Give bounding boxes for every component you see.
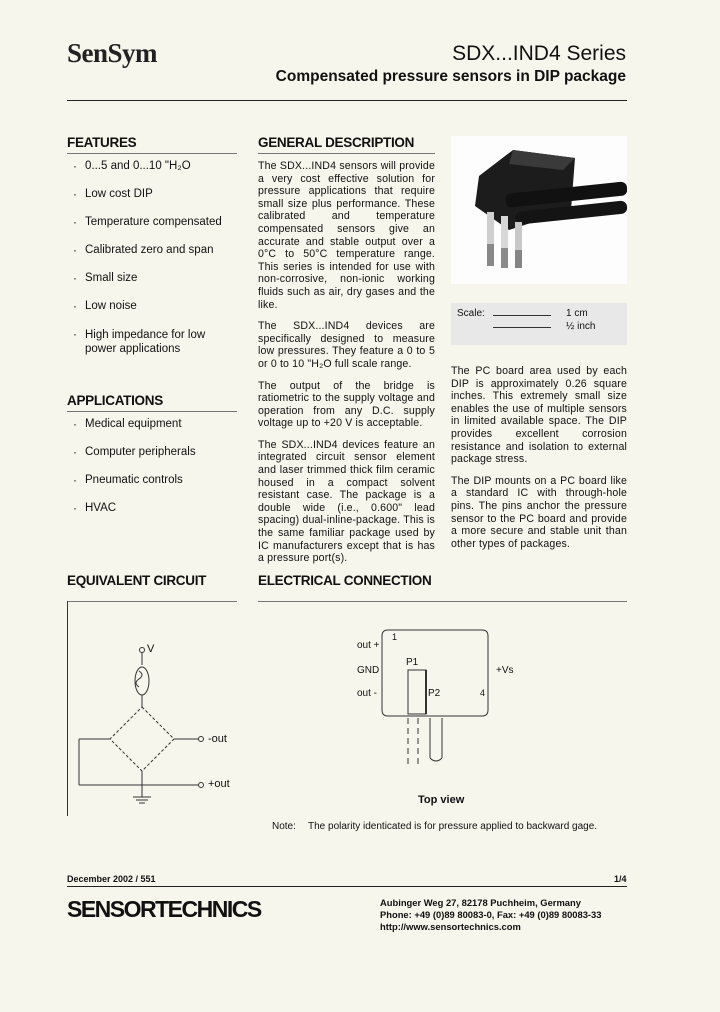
list-item: · Medical equipment — [67, 418, 247, 446]
paragraph: The SDX...IND4 sensors will provide a very cost effective solution for pressure applications that require small size plus performance. These calibrated and temperature compensated sensors give an accurate and stable output over a 0°C to 50°C temperature range. This series is intended for use with non-corrosive, non-ionic working fluids such as air, dry gases and the like. — [258, 160, 435, 311]
company-phone: Phone: +49 (0)89 80083-0, Fax: +49 (0)89 80083-33 — [380, 909, 602, 920]
top-view-caption: Top view — [418, 794, 465, 806]
paragraph: The SDX...IND4 devices are specifically designed to measure low pressures. They feature a 0 to 5 or 0 to 10 "H₂O full scale range. — [258, 320, 435, 370]
general-description-title: GENERAL DESCRIPTION — [258, 135, 415, 150]
scale-bar-inch — [493, 327, 551, 328]
pin-label-vs: +Vs — [496, 665, 514, 676]
list-item: · Small size — [67, 272, 247, 300]
electrical-connection-title: ELECTRICAL CONNECTION — [258, 573, 432, 588]
electrical-connection-diagram — [370, 618, 550, 778]
list-item: · Low cost DIP — [67, 188, 247, 216]
scale-bar-cm — [493, 315, 551, 316]
company-address-block — [380, 897, 601, 933]
company-address: Aubinger Weg 27, 82178 Puchheim, Germany — [380, 897, 581, 908]
pin-label-out-minus: out - — [357, 688, 378, 699]
list-item: · 0...5 and 0...10 "H₂O — [67, 160, 247, 188]
paragraph: The PC board area used by each DIP is approximately 0.26 square inches. This extremely small size enables the use of multiple sensors in limited available space. The DIP provides excellent corrosion resistance and isolation to external package stress. — [451, 365, 627, 466]
port-label-p1: P1 — [406, 657, 419, 668]
sensor-image — [451, 136, 627, 284]
document-date: December 2002 / 551 — [67, 874, 156, 884]
pin-label-gnd: GND — [357, 665, 380, 676]
equivalent-circuit-title: EQUIVALENT CIRCUIT — [67, 573, 207, 588]
list-item: · Calibrated zero and span — [67, 244, 247, 272]
list-item: · Temperature compensated — [67, 216, 247, 244]
general-column-right — [451, 365, 627, 559]
pin-number-4: 4 — [480, 688, 486, 698]
paragraph: The DIP mounts on a PC board like a standard IC with through-hole pins. The pins anchor the pressure sensor to the PC board and provide a more secure and stable unit than other types of packages. — [451, 474, 627, 550]
general-column-left — [258, 160, 435, 574]
paragraph: The SDX...IND4 devices feature an integrated circuit sensor element and laser trimmed thick film ceramic housed in a compact solvent resistant case. The package is a double wide (i.e., 0.600" lead spacing) dual-inline-package. This is the same familiar package used by IC manufacturers except that is has a pressure port(s). — [258, 438, 435, 565]
circuit-label-plus-out: +out — [208, 778, 230, 790]
page-subtitle: Compensated pressure sensors in DIP package — [275, 68, 626, 85]
note-text: The polarity identicated is for pressure applied to backward gage. — [308, 821, 598, 832]
circuit-label-minus-out: -out — [208, 733, 227, 745]
scale-cm-label: 1 cm — [566, 308, 588, 319]
applications-rule — [67, 411, 237, 412]
paragraph: The output of the bridge is ratiometric to the supply voltage and operation from any D.C. supply voltage up to +20 V is acceptable. — [258, 379, 435, 430]
list-item: · Pneumatic controls — [67, 474, 247, 502]
series-title: SDX...IND4 Series — [452, 42, 626, 65]
header-rule — [67, 100, 627, 101]
footer-rule — [67, 886, 627, 887]
page-number: 1/4 — [614, 874, 627, 884]
features-title: FEATURES — [67, 135, 137, 150]
note-label: Note: — [272, 821, 296, 832]
scale-label: Scale: — [457, 308, 485, 319]
circuit-label-v: V — [147, 643, 155, 655]
applications-title: APPLICATIONS — [67, 393, 163, 408]
features-list — [67, 160, 247, 356]
scale-inch-label: ½ inch — [566, 321, 596, 332]
company-logo: SENSORTECHNICS — [67, 896, 261, 922]
list-item: · Low noise — [67, 300, 247, 328]
pin-label-out-plus: out + — [357, 640, 380, 651]
port-label-p2: P2 — [428, 688, 441, 699]
scale-legend — [451, 303, 627, 345]
company-website[interactable]: http://www.sensortechnics.com — [380, 921, 521, 932]
list-item: · Computer peripherals — [67, 446, 247, 474]
list-item: · High impedance for low power applications — [67, 328, 215, 356]
applications-list — [67, 418, 247, 530]
list-item: · HVAC — [67, 502, 247, 530]
electrical-rule — [258, 601, 627, 602]
features-rule — [67, 153, 237, 154]
pin-number-1: 1 — [392, 632, 398, 642]
brand-logo: SenSym — [67, 38, 158, 68]
product-photo — [451, 136, 627, 284]
general-rule — [258, 153, 435, 154]
